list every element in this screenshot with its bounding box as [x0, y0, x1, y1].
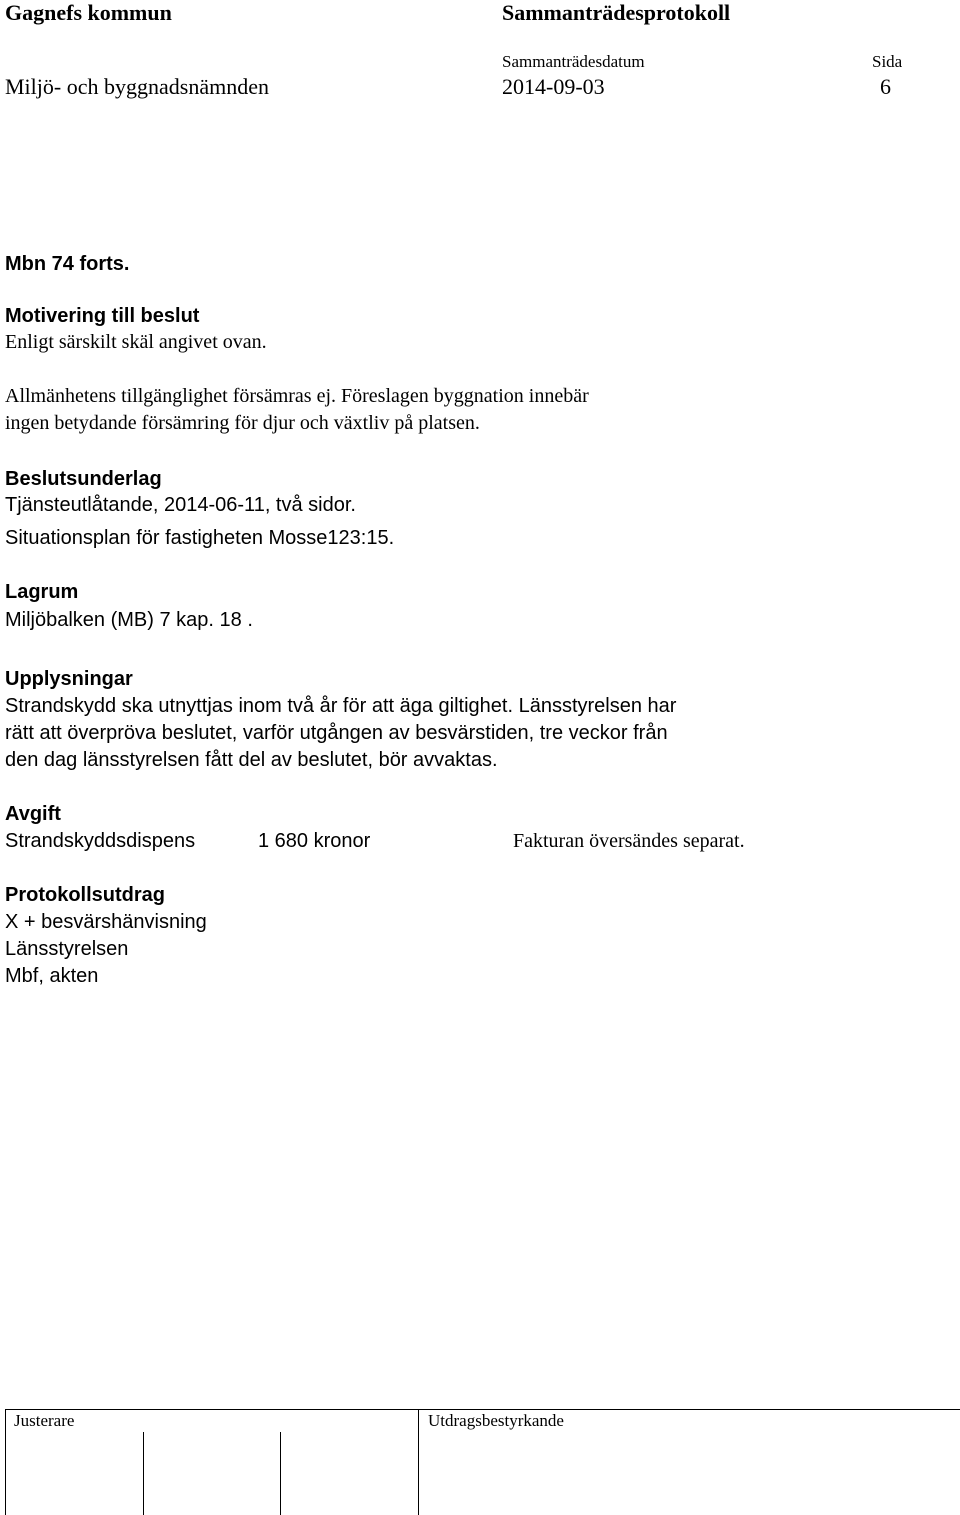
- avgift-note: Fakturan översändes separat.: [513, 830, 745, 852]
- upplysningar-line: den dag länsstyrelsen fått del av beslutet, bör avvaktas.: [5, 749, 498, 771]
- document-type: Sammanträdesprotokoll: [502, 0, 731, 25]
- page-number: 6: [880, 74, 891, 99]
- motivering-line: Enligt särskilt skäl angivet ovan.: [5, 331, 267, 353]
- avgift-item: Strandskyddsdispens: [5, 830, 196, 852]
- signature-table-left-border: [5, 1409, 6, 1515]
- beslutsunderlag-heading: Beslutsunderlag: [5, 468, 162, 490]
- upplysningar-line: Strandskydd ska utnyttjas inom två år för att äga giltighet. Länsstyrelsen har: [5, 695, 677, 717]
- avgift-amount: 1 680 kronor: [258, 830, 371, 852]
- upplysningar-heading: Upplysningar: [5, 668, 133, 690]
- signature-section-divider: [418, 1409, 419, 1515]
- protokollsutdrag-line: X + besvärshänvisning: [5, 911, 207, 933]
- committee-name: Miljö- och byggnadsnämnden: [5, 74, 269, 99]
- protokollsutdrag-line: Mbf, akten: [5, 965, 99, 987]
- avgift-heading: Avgift: [5, 803, 61, 825]
- signature-cell-divider: [280, 1432, 281, 1515]
- motivering-heading: Motivering till beslut: [5, 305, 200, 327]
- signature-cell-divider: [143, 1432, 144, 1515]
- organization-name: Gagnefs kommun: [5, 0, 172, 25]
- upplysningar-line: rätt att överpröva beslutet, varför utgången av besvärstiden, tre veckor från: [5, 722, 668, 744]
- meeting-date: 2014-09-03: [502, 74, 605, 99]
- motivering-line: Allmänhetens tillgänglighet försämras ej. Föreslagen byggnation innebär: [5, 385, 589, 407]
- signature-table-top-border: [5, 1409, 960, 1410]
- motivering-line: ingen betydande försämring för djur och växtliv på platsen.: [5, 412, 480, 434]
- beslutsunderlag-line: Situationsplan för fastigheten Mosse123:15.: [5, 527, 395, 549]
- utdragsbestyrkande-label: Utdragsbestyrkande: [428, 1411, 564, 1430]
- section-title: Mbn 74 forts.: [5, 253, 130, 275]
- page-label: Sida: [872, 52, 903, 71]
- beslutsunderlag-line: Tjänsteutlåtande, 2014-06-11, två sidor.: [5, 494, 356, 516]
- protokollsutdrag-line: Länsstyrelsen: [5, 938, 129, 960]
- lagrum-line: Miljöbalken (MB) 7 kap. 18 .: [5, 609, 253, 631]
- lagrum-heading: Lagrum: [5, 581, 79, 603]
- protokollsutdrag-heading: Protokollsutdrag: [5, 884, 166, 906]
- date-label: Sammanträdesdatum: [502, 52, 645, 71]
- justerare-label: Justerare: [14, 1411, 75, 1430]
